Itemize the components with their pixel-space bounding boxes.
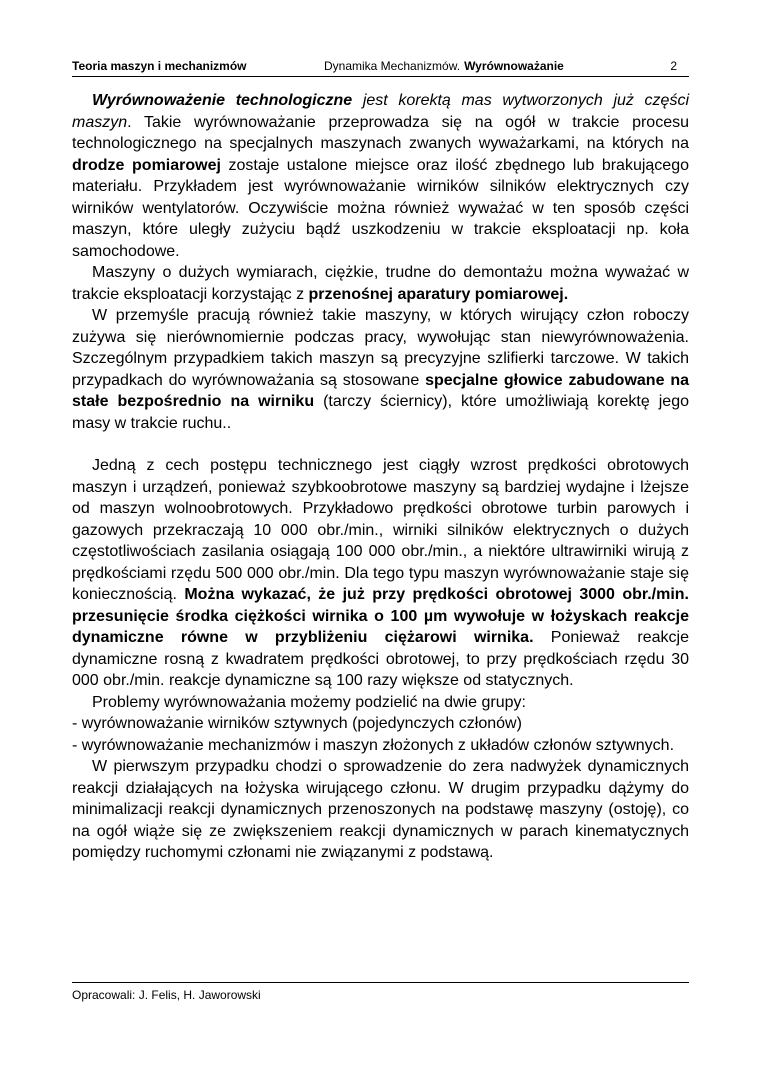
document-body (72, 90, 689, 864)
footer-authors: Opracowali: J. Felis, H. Jaworowski (72, 988, 261, 1002)
paragraph-rotational-speed: Jedną z cech postępu technicznego jest ciągły wzrost prędkości obrotowych maszyn i urządzeń, ponieważ szybkoobrotowe maszyny są bardziej wydajne i lżejsze od maszyn wolnoobrotowych. Przykładowo prędkości obrotowe turbin parowych i gazowych przekraczają 10 000 obr./min., wirniki silników elektrycznych o dużych częstotliwościach zasilania osiągają 100 000 obr./min., a niektóre ultrawirniki wirują z prędkościami rzędu 500 000 obr./min. Dla tego typu maszyn wyrównoważanie staje się koniecznością. Można wykazać, że już przy prędkości obrotowej 3000 obr./min. przesunięcie środka ciężkości wirnika o 100 µm wywołuje w łożyskach reakcje dynamiczne równe w przybliżeniu ciężarowi wirnika. Ponieważ reakcje dynamiczne rosną z kwadratem prędkości obrotowej, to przy prędkościach rzędu 30 000 obr./min. reakcje dynamiczne są 100 razy większe od statycznych. (72, 457, 690, 689)
header-chapter: Dynamika Mechanizmów. (324, 59, 461, 73)
list-item: - wyrównoważanie wirników sztywnych (pojedynczych członów) (72, 715, 522, 732)
header-topic: Wyrównoważanie (464, 59, 564, 73)
paragraph-technological-balancing: Wyrównoważenie technologiczne jest korektą mas wytworzonych już części maszyn. Takie wyrównoważanie przeprowadza się na ogół w trakcie procesu technologicznego na specjalnych maszynach zwanych wyważarkami, na których na drodze pomiarowej zostaje ustalone miejsce oraz ilość zbędnego lub brakującego materiału. Przykładem jest wyrównoważanie wirników silników elektrycznych czy wirników wentylatorów. Oczywiście można również wyważać w ten sposób części maszyn, które uległy zużyciu bądź uszkodzeniu w trakcie eksploatacji np. koła samochodowe. (72, 92, 689, 260)
footer-divider (72, 982, 689, 983)
term-technological-balancing: Wyrównoważenie technologiczne (92, 92, 353, 109)
header-section (324, 59, 564, 73)
page-number: 2 (670, 59, 677, 73)
paragraph-large-machines: Maszyny o dużych wymiarach, ciężkie, trudne do demontażu można wyważać w trakcie eksploatacji korzystając z przenośnej aparatury pomiarowej. (72, 264, 689, 303)
paragraph-first-case: W pierwszym przypadku chodzi o sprowadzenie do zera nadwyżek dynamicznych reakcji działających na łożyska wirującego członu. W drugim przypadku dążymy do minimalizacji reakcji dynamicznych przenoszonych na podstawę maszyny (ostoję), co na ogół wiąże się ze zwiększeniem reakcji dynamicznych w parach kinematycznych pomiędzy ruchomymi członami nie związanymi z podstawą. (72, 758, 689, 861)
header-course-title: Teoria maszyn i mechanizmów (72, 59, 247, 73)
list-item: - wyrównoważanie mechanizmów i maszyn złożonych z układów członów sztywnych. (72, 736, 675, 754)
paragraph-industry: W przemyśle pracują również takie maszyny, w których wirujący człon roboczy zużywa się nierównomiernie podczas pracy, wywołując stan niewyrównoważenia. Szczególnym przypadkiem takich maszyn są precyzyjne szlifierki tarczowe. W takich przypadkach do wyrównoważania są stosowane specjalne głowice zabudowane na stałe bezpośrednio na wirniku (tarczy ściernicy), które umożliwiają korektę jego masy w trakcie ruchu.. (72, 307, 690, 432)
page-header (72, 58, 689, 77)
paragraph-problem-groups: Problemy wyrównoważania możemy podzielić na dwie grupy: (92, 693, 526, 711)
